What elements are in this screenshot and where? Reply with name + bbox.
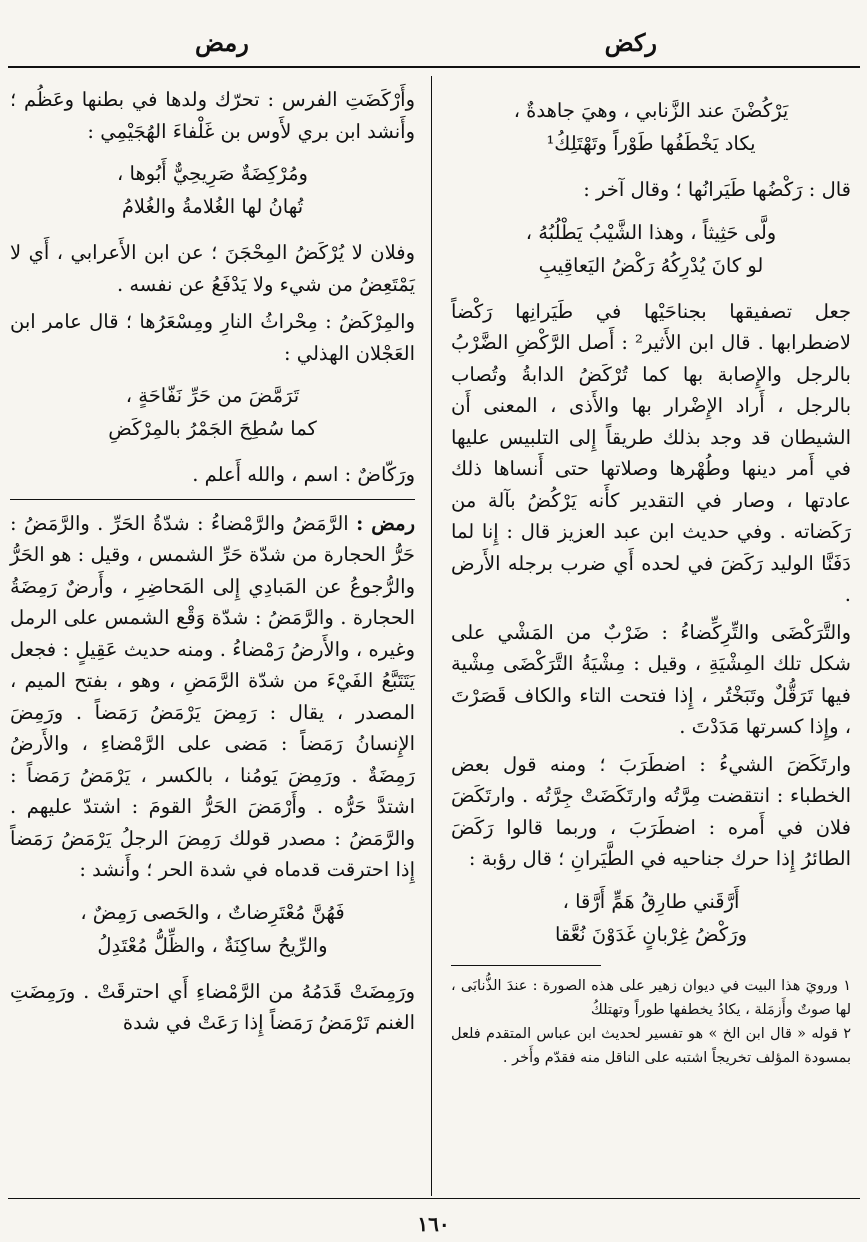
bottom-rule — [8, 1198, 860, 1199]
entry-text: الرَّمَضُ والرَّمْضاءُ : شدّةُ الحَرِّ . والرَّمَضُ : حَرُّ الحجارة من شدّة حَرِّ الشمس ، وقيل : هو الحَرُّ والرُّجوعُ عن المَبادِي إِلى المَحاضِرِ ، وأَرضٌ رَمِضَةُ الحجارة . والرَّمَضُ : شدّة وَقْع الشمس على الرمل وغيره ، والأَرضُ رَمْضاءُ . ومنه حديث عَقِيلٍ : فجعل يَتَتَبَّعُ الفَيْءَ من شدّة الرَّمَضِ ، وهو ، بفتح الميم ، المصدر ، يقال : رَمِضَ يَرْمَضُ رَمَضاً . ورَمِضَ الإِنسانُ رَمَضاً : مَضى على الرَّمْضاءِ ، والأَرضُ رَمِضَةٌ . ورَمِضَ يَومُنا ، بالكسر ، يَرْمَضُ رَمَضاً : اشتدَّ حَرُّه . وأَرْمَضَ الحَرُّ القومَ : اشتدّ عليهم . والرَّمَضُ : مصدر قولك رَمِضَ الرجلُ يَرْمَضُ رَمَضاً إِذا احترقت قدماه في شدة الحر ؛ وأَنشد : — [10, 511, 415, 881]
paragraph: والمِرْكَضُ : مِحْراثُ النارِ ومِسْعَرُها ؛ قال عامر ابن العَجْلان الهذلي : — [10, 310, 415, 365]
page-number: ١٦٠ — [417, 1212, 450, 1236]
verse-block — [451, 94, 851, 160]
paragraph: قال : رَكْضُها طَيَرانُها ؛ وقال آخر : — [583, 178, 851, 201]
verse-line: تَرَمَّضَ من حَرِّ نَفّاحَةٍ ، — [125, 384, 300, 407]
verse-line: والرِّيحُ ساكِنَةٌ ، والظِّلُّ مُعْتَدِلُ — [97, 933, 328, 957]
verse-line: فَهُنَّ مُعْتَرِضاتٌ ، والحَصى رَمِضٌ ، — [80, 900, 345, 924]
footnote-rule — [451, 965, 601, 966]
verse-line: لو كانَ يُدْرِكُهُ رَكْضُ اليَعاقِيبِ — [538, 253, 764, 277]
verse-line: أَرَّقَني طارِقُ هَمٍّ أَرَّقا ، — [562, 889, 740, 913]
verse-line: ورَكْضُ غِرْبانٍ غَدَوْنَ نُعَّقا — [554, 922, 748, 946]
top-rule — [8, 66, 860, 68]
verse-block — [10, 896, 415, 962]
right-column — [451, 84, 851, 1070]
paragraph: وفلان لا يُرْكَضُ المِحْجَنَ ؛ عن ابن الأَعرابي ، أَي لا يَمْتَعِضُ من شيء ولا يَدْفَعُ عن نفسه . — [10, 241, 415, 296]
entry-paragraph — [10, 508, 415, 886]
entry-separator — [10, 499, 415, 500]
footnote: ٢ قوله « قال ابن الخ » هو تفسير لحديث ابن عباس المتقدم فلعل بمسودة المؤلف تخريجاً اشتبه على الناقل منه فقدّم وأَخر . — [451, 1025, 851, 1066]
paragraph: والتَّرَكْضَى والتِّرِكِّضاءُ : ضَرْبٌ من المَشْي على شكل تلك المِشْيَةِ ، وقيل : مِشْيَةُ التَّرَكْضَى مِشْية فيها تَرَقُّلٌ وتَبَخْتُر ، إِذا فتحت التاء والكاف قَصَرْتَ ، وإِذا كسرتها مَدَدْتَ . — [451, 620, 851, 738]
verse-line: يكاد يَخْطَفُها طَوْراً وتَهْتَلِكُ¹ — [546, 132, 756, 155]
paragraph: جعل تصفيقها بجناحَيْها في طَيَرانِها رَكْضاً لاضطرابها . قال ابن الأَثير² : أَصل الرَّكْضِ الضَّرْبُ بالرجل والإِصابة بها كما تُرْكَضُ الدابةُ وتُصاب بالرجل ، أَراد الإِضْرار بها والأَذى ، المعنى أَن الشيطان قد وجد بذلك طريقاً إِلى التلبيس عليها في أَمر دينها وطُهْرها وصلاتها حتى أَنساها ذلك عادتها ، وصار في التقدير كأَنه يَرْكُضُ بآلة من رَكَضاته . وفي حديث ابن عبد العزيز قال : إِنا لما دَفَنَّا الوليد رَكَضَ في لحده أَي ضرب برجله الأَرض . — [451, 299, 851, 606]
footnote: ١ ورويَ هذا البيت في ديوان زهير على هذه الصورة : عندَ الذُّنابَى ، لها صوتٌ وأَزمَلة ، يكادُ يخطفها طوراً وتهتلكُ — [451, 977, 851, 1018]
verse-line: يَرْكُضْنَ عند الزَّنابي ، وهيَ جاهدةٌ ، — [513, 99, 789, 122]
footnotes — [451, 974, 851, 1070]
paragraph: وأَرْكَضَتِ الفرس : تحرّك ولدها في بطنها وعَظُم ؛ وأَنشد ابن بري لأَوس بن غَلْفاءَ الهُجَيْمِي : — [10, 88, 415, 143]
verse-line: تُهانُ لها الغُلامةُ والغُلامُ — [121, 195, 304, 218]
verse-line: ولَّى حَثِيثاً ، وهذا الشَّيْبُ يَطْلُبُهُ ، — [525, 220, 777, 244]
paragraph: ورَمِضَتْ قَدَمُهُ من الرَّمْضاءِ أَي احترقَتْ . ورَمِضَتِ الغنم تَرْمَضُ رَمَضاً إِذا رَعَتْ في شدة — [10, 979, 415, 1034]
verse-block — [451, 216, 851, 282]
paragraph: ورَكّاضٌ : اسم ، والله أَعلم . — [192, 463, 415, 486]
verse-block — [10, 379, 415, 445]
verse-block — [10, 157, 415, 223]
left-column — [10, 84, 415, 1045]
verse-line: كما سُطِحَ الجَمْرُ بالمِرْكَضِ — [108, 417, 317, 440]
paragraph: وارتَكَضَ الشيءُ : اضطَرَبَ ؛ ومنه قول بعض الخطباء : انتقضت مِرَّتُه وارتَكَضَتْ جِرَّتُه . وارتَكَضَ فلان في أَمره : اضطَرَبَ ، وربما قالوا رَكَضَ الطائرُ إِذا حرك جناحيه في الطَّيَرانِ ؛ قال رؤبة : — [451, 752, 851, 870]
running-header-right: ركض — [604, 28, 657, 57]
running-header-left: رمض — [195, 28, 249, 57]
verse-line: ومُرْكِضَةٌ صَرِيحِيٌّ أَبُوها ، — [117, 162, 308, 185]
entry-headword: رمض : — [356, 511, 415, 535]
column-divider — [431, 76, 432, 1196]
verse-block — [451, 885, 851, 951]
